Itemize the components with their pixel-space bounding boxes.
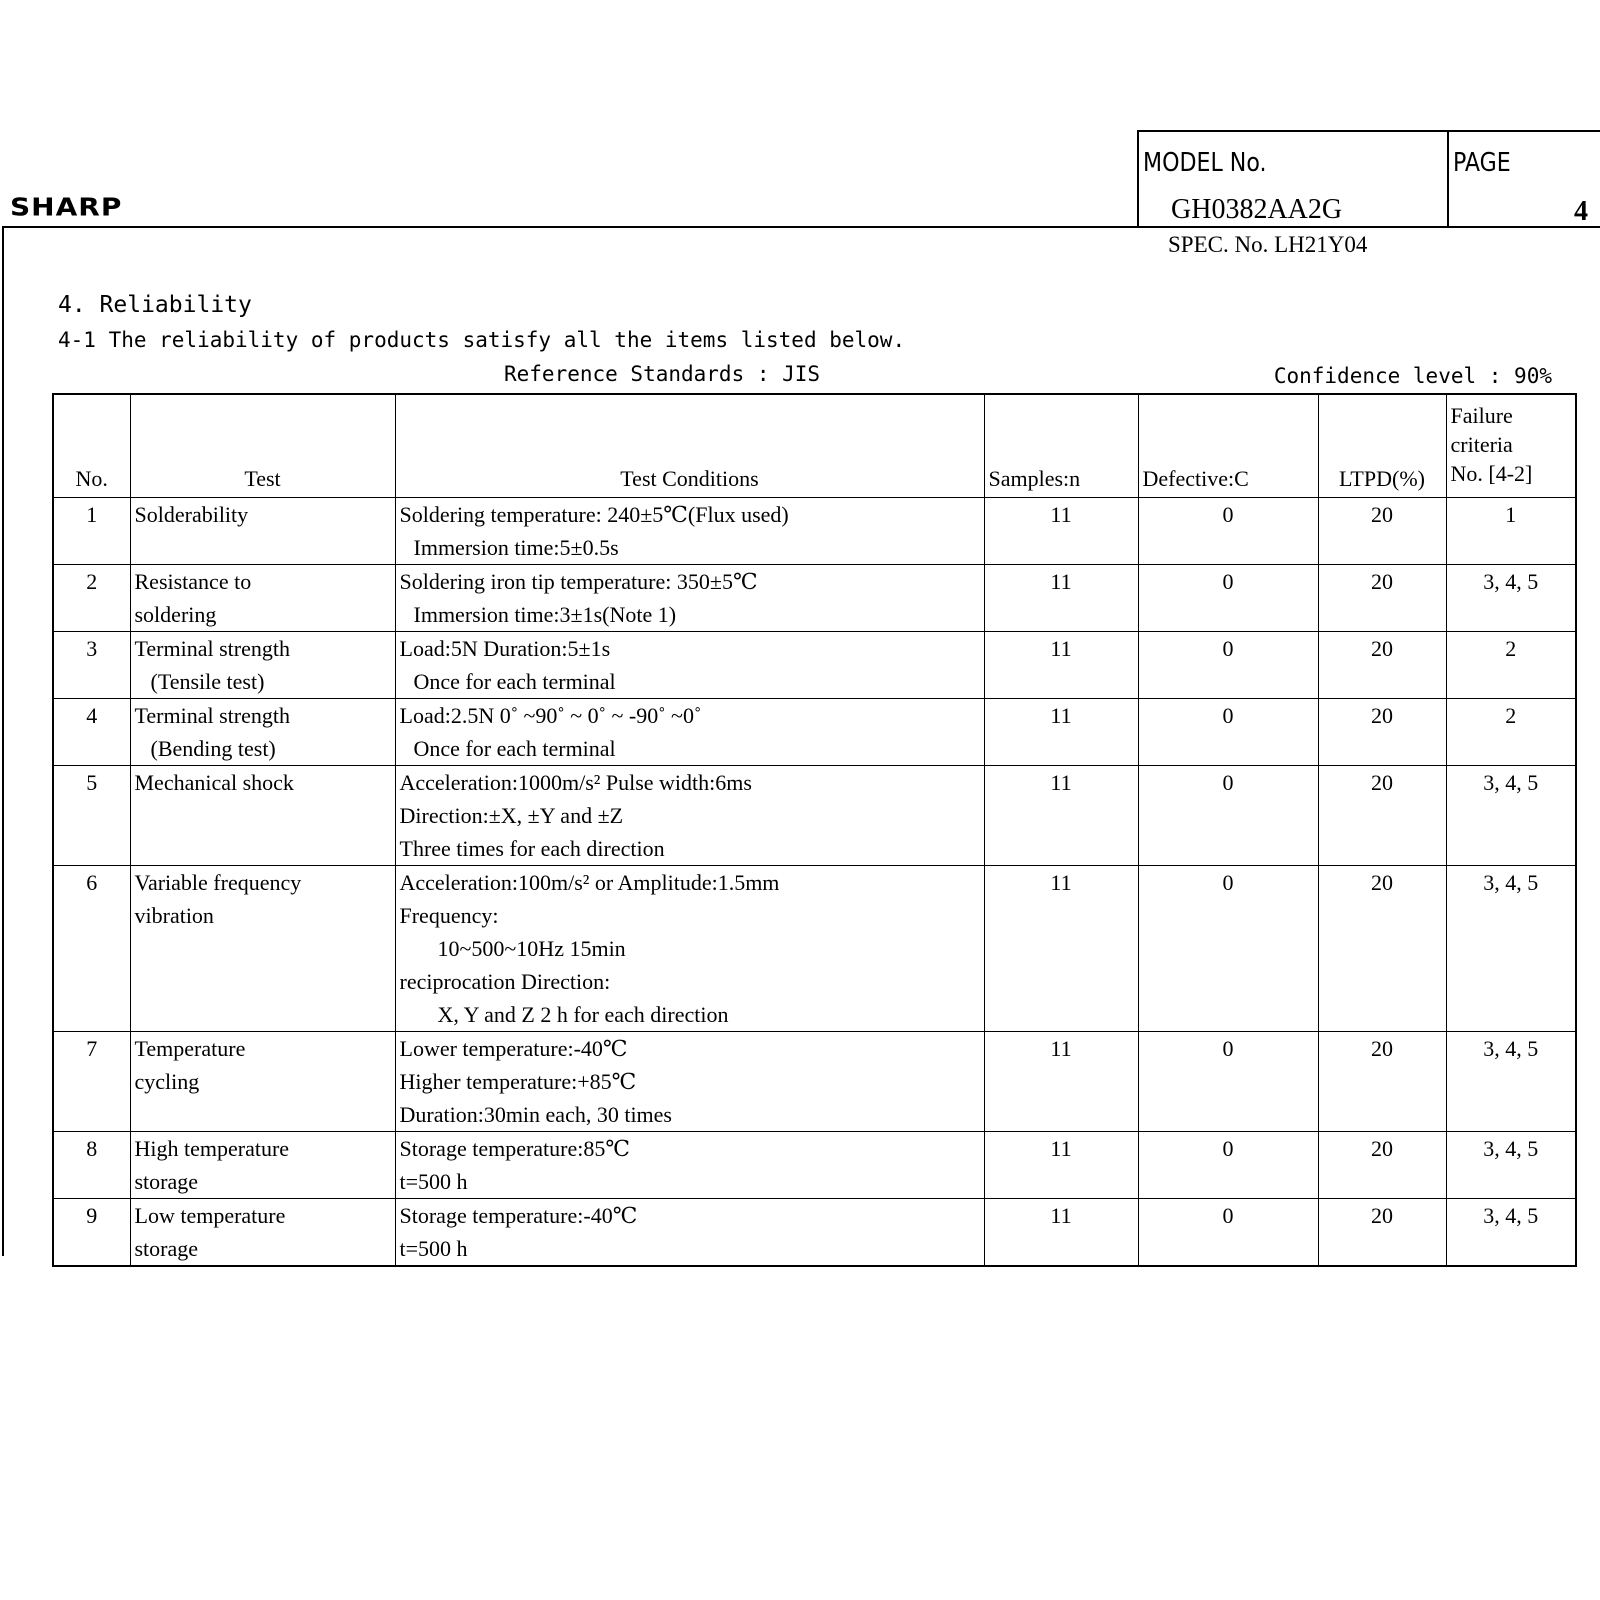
cell-test: Terminal strength (Bending test) — [130, 699, 395, 766]
cell-test: Variable frequency vibration — [130, 866, 395, 1032]
cell-samples: 11 — [984, 1132, 1138, 1199]
cell-samples: 11 — [984, 565, 1138, 632]
cell-no: 2 — [53, 565, 130, 632]
cell-ltpd: 20 — [1318, 866, 1446, 1032]
section-intro: 4-1 The reliability of products satisfy all the items listed below. — [58, 328, 906, 352]
cell-ltpd: 20 — [1318, 632, 1446, 699]
cell-criteria: 1 — [1446, 498, 1576, 565]
cell-test: Temperature cycling — [130, 1032, 395, 1132]
cell-ltpd: 20 — [1318, 766, 1446, 866]
cell-no: 9 — [53, 1199, 130, 1267]
table-row — [53, 1132, 1576, 1199]
page-label: PAGE — [1453, 148, 1511, 178]
cell-no: 8 — [53, 1132, 130, 1199]
cell-conditions: Lower temperature:-40℃ Higher temperature:+85℃ Duration:30min each, 30 times — [395, 1032, 984, 1132]
cell-conditions: Load:5N Duration:5±1s Once for each terminal — [395, 632, 984, 699]
cell-ltpd: 20 — [1318, 1032, 1446, 1132]
table-row — [53, 766, 1576, 866]
cell-criteria: 3, 4, 5 — [1446, 1032, 1576, 1132]
cell-criteria: 3, 4, 5 — [1446, 866, 1576, 1032]
cell-test: Solderability — [130, 498, 395, 565]
cell-no: 3 — [53, 632, 130, 699]
cell-samples: 11 — [984, 866, 1138, 1032]
table-row — [53, 632, 1576, 699]
left-border — [2, 226, 4, 1256]
page-box — [1447, 130, 1600, 226]
cell-defective: 0 — [1138, 565, 1318, 632]
model-number-label: MODEL No. — [1143, 148, 1267, 178]
cell-conditions: Storage temperature:85℃ t=500 h — [395, 1132, 984, 1199]
table-row — [53, 498, 1576, 565]
col-header-test: Test — [130, 394, 395, 498]
cell-samples: 11 — [984, 1032, 1138, 1132]
cell-conditions: Soldering temperature: 240±5℃(Flux used) Immersion time:5±0.5s — [395, 498, 984, 565]
cell-samples: 11 — [984, 699, 1138, 766]
cell-defective: 0 — [1138, 1032, 1318, 1132]
cell-test: Low temperature storage — [130, 1199, 395, 1267]
cell-criteria: 2 — [1446, 699, 1576, 766]
sharp-logo: SHARP — [10, 192, 123, 222]
cell-no: 4 — [53, 699, 130, 766]
col-header-samples: Samples:n — [984, 394, 1138, 498]
model-number-value: GH0382AA2G — [1171, 194, 1343, 225]
col-header-failure-criteria: Failure criteria No. [4-2] — [1446, 394, 1576, 498]
cell-samples: 11 — [984, 632, 1138, 699]
cell-conditions: Soldering iron tip temperature: 350±5℃ Immersion time:3±1s(Note 1) — [395, 565, 984, 632]
cell-conditions: Acceleration:100m/s² or Amplitude:1.5mm Frequency: 10~500~10Hz 15min reciprocation Direction: X, Y and Z 2 h for each direction — [395, 866, 984, 1032]
reference-standards: Reference Standards : JIS — [504, 362, 821, 386]
cell-defective: 0 — [1138, 1132, 1318, 1199]
cell-samples: 11 — [984, 498, 1138, 565]
page-number: 4 — [1574, 196, 1588, 227]
cell-ltpd: 20 — [1318, 699, 1446, 766]
spec-number: SPEC. No. LH21Y04 — [1168, 232, 1368, 257]
header-divider — [2, 226, 1600, 228]
cell-test: Terminal strength (Tensile test) — [130, 632, 395, 699]
cell-samples: 11 — [984, 1199, 1138, 1267]
cell-ltpd: 20 — [1318, 1199, 1446, 1267]
col-header-no: No. — [53, 394, 130, 498]
cell-criteria: 3, 4, 5 — [1446, 1132, 1576, 1199]
cell-test: High temperature storage — [130, 1132, 395, 1199]
cell-no: 5 — [53, 766, 130, 866]
cell-criteria: 2 — [1446, 632, 1576, 699]
cell-no: 7 — [53, 1032, 130, 1132]
table-row — [53, 1199, 1576, 1267]
reliability-table — [52, 393, 1577, 1267]
col-header-conditions: Test Conditions — [395, 394, 984, 498]
cell-conditions: Load:2.5N 0˚ ~90˚ ~ 0˚ ~ -90˚ ~0˚ Once for each terminal — [395, 699, 984, 766]
cell-samples: 11 — [984, 766, 1138, 866]
cell-defective: 0 — [1138, 498, 1318, 565]
table-row — [53, 699, 1576, 766]
table-row — [53, 1032, 1576, 1132]
cell-defective: 0 — [1138, 866, 1318, 1032]
cell-defective: 0 — [1138, 766, 1318, 866]
col-header-defective: Defective:C — [1138, 394, 1318, 498]
cell-test: Resistance to soldering — [130, 565, 395, 632]
cell-defective: 0 — [1138, 699, 1318, 766]
cell-criteria: 3, 4, 5 — [1446, 565, 1576, 632]
table-header-row — [53, 394, 1576, 498]
model-number-box — [1137, 130, 1447, 226]
cell-no: 6 — [53, 866, 130, 1032]
section-title: 4. Reliability — [58, 292, 252, 318]
cell-defective: 0 — [1138, 1199, 1318, 1267]
cell-conditions: Acceleration:1000m/s² Pulse width:6ms Direction:±X, ±Y and ±Z Three times for each direction — [395, 766, 984, 866]
cell-conditions: Storage temperature:-40℃ t=500 h — [395, 1199, 984, 1267]
cell-defective: 0 — [1138, 632, 1318, 699]
cell-no: 1 — [53, 498, 130, 565]
cell-ltpd: 20 — [1318, 1132, 1446, 1199]
cell-criteria: 3, 4, 5 — [1446, 766, 1576, 866]
cell-criteria: 3, 4, 5 — [1446, 1199, 1576, 1267]
cell-ltpd: 20 — [1318, 498, 1446, 565]
cell-ltpd: 20 — [1318, 565, 1446, 632]
cell-test: Mechanical shock — [130, 766, 395, 866]
confidence-level: Confidence level : 90% — [1273, 364, 1552, 388]
table-row — [53, 866, 1576, 1032]
table-row — [53, 565, 1576, 632]
col-header-ltpd: LTPD(%) — [1318, 394, 1446, 498]
